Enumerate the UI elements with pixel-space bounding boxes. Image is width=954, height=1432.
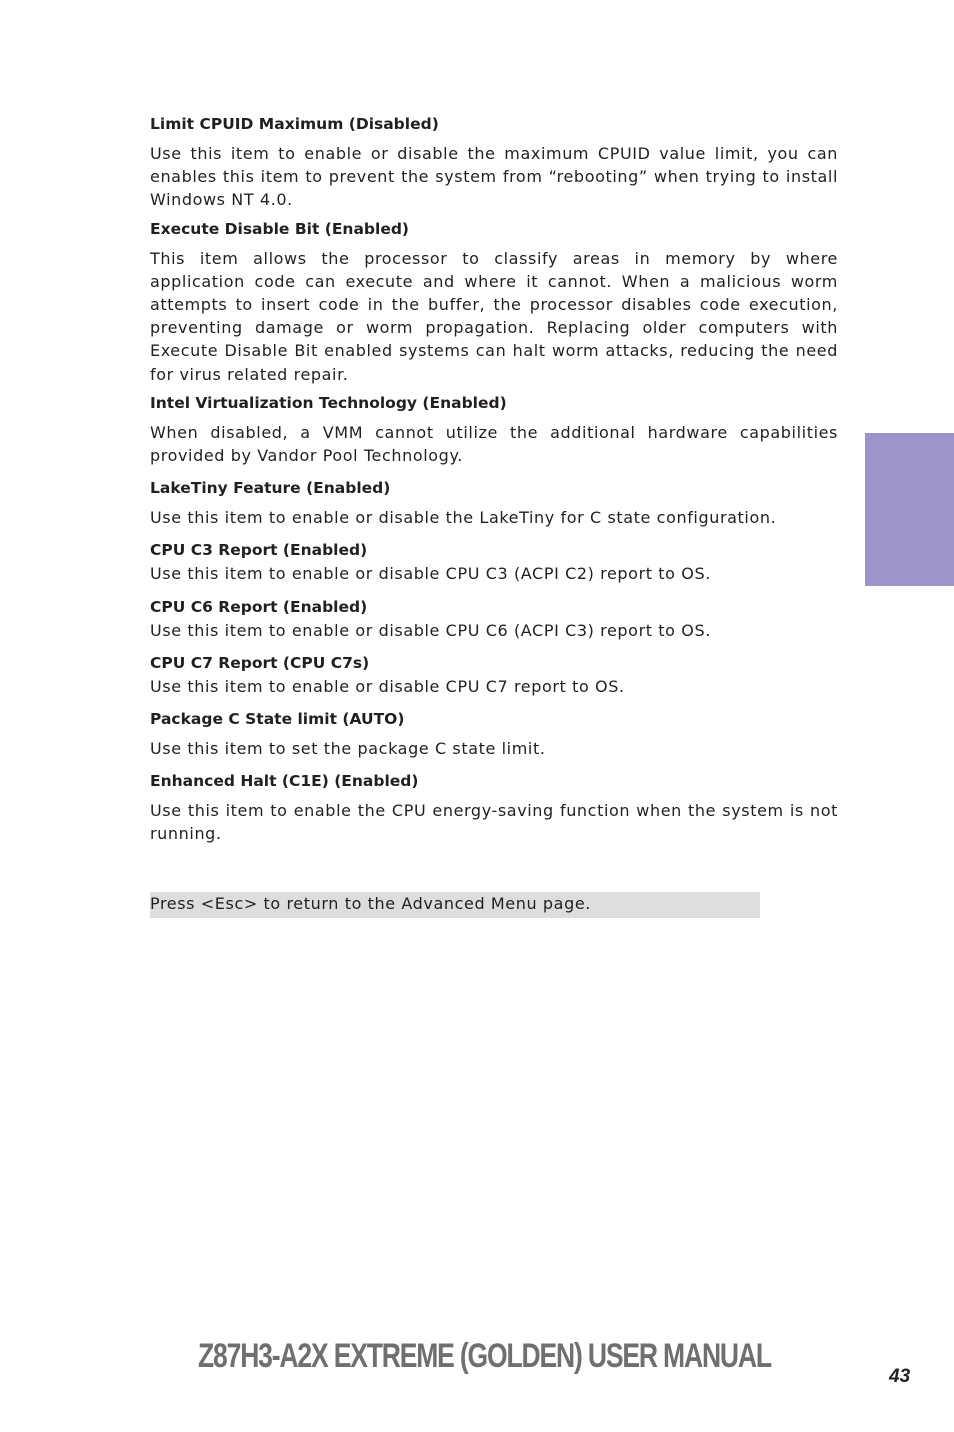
setting-laketiny <box>150 477 838 529</box>
setting-title: CPU C3 Report (Enabled) <box>150 541 368 560</box>
setting-description: Use this item to enable or disable the LakeTiny for C state configuration. <box>150 508 777 528</box>
setting-title: CPU C7 Report (CPU C7s) <box>150 653 370 672</box>
setting-description: Use this item to enable or disable CPU C6 (ACPI C3) report to OS. <box>150 620 711 640</box>
setting-description: Use this item to enable or disable the maximum CPUID value limit, you can enables this item to prevent the system from “rebooting” when trying to install Windows NT 4.0. <box>150 144 838 210</box>
setting-title: CPU C6 Report (Enabled) <box>150 597 368 616</box>
setting-limit-cpuid <box>150 113 838 212</box>
setting-description: Use this item to enable or disable CPU C3 (ACPI C2) report to OS. <box>150 564 711 584</box>
setting-execute-disable-bit <box>150 218 838 386</box>
page-number: 43 <box>889 1366 911 1387</box>
manual-title: Z87H3-A2X EXTREME (GOLDEN) USER MANUAL <box>198 1337 771 1375</box>
setting-description: When disabled, a VMM cannot utilize the additional hardware capabilities provided by Vandor Pool Technology. <box>150 422 838 466</box>
setting-title: LakeTiny Feature (Enabled) <box>150 479 391 498</box>
setting-title: Execute Disable Bit (Enabled) <box>150 219 410 238</box>
setting-cpu-c7-report <box>150 652 838 698</box>
setting-description: Use this item to enable or disable CPU C7 report to OS. <box>150 676 625 696</box>
setting-cpu-c6-report <box>150 596 838 642</box>
setting-package-c-state-limit <box>150 708 838 760</box>
setting-cpu-c3-report <box>150 539 838 585</box>
esc-return-note-text: Press <Esc> to return to the Advanced Menu page. <box>150 894 591 913</box>
setting-title: Package C State limit (AUTO) <box>150 710 405 729</box>
setting-title: Enhanced Halt (C1E) (Enabled) <box>150 772 419 791</box>
setting-title: Limit CPUID Maximum (Disabled) <box>150 115 439 133</box>
setting-description: Use this item to set the package C state limit. <box>150 739 546 759</box>
setting-description: This item allows the processor to classify areas in memory by where application code can execute and where it cannot. When a malicious worm attempts to insert code in the buffer, the processor disables code execution, preventing damage or worm propagation. Replacing older computers with Execute Disable Bit enabled systems can halt worm attacks, reducing the need for virus related repair. <box>150 248 838 384</box>
chapter-side-tab <box>865 433 954 586</box>
setting-title: Intel Virtualization Technology (Enabled) <box>150 393 507 412</box>
esc-return-note <box>150 892 760 918</box>
setting-enhanced-halt <box>150 770 838 845</box>
setting-description: Use this item to enable the CPU energy-saving function when the system is not running. <box>150 801 838 844</box>
setting-intel-virtualization <box>150 392 838 467</box>
page-content <box>150 113 838 846</box>
